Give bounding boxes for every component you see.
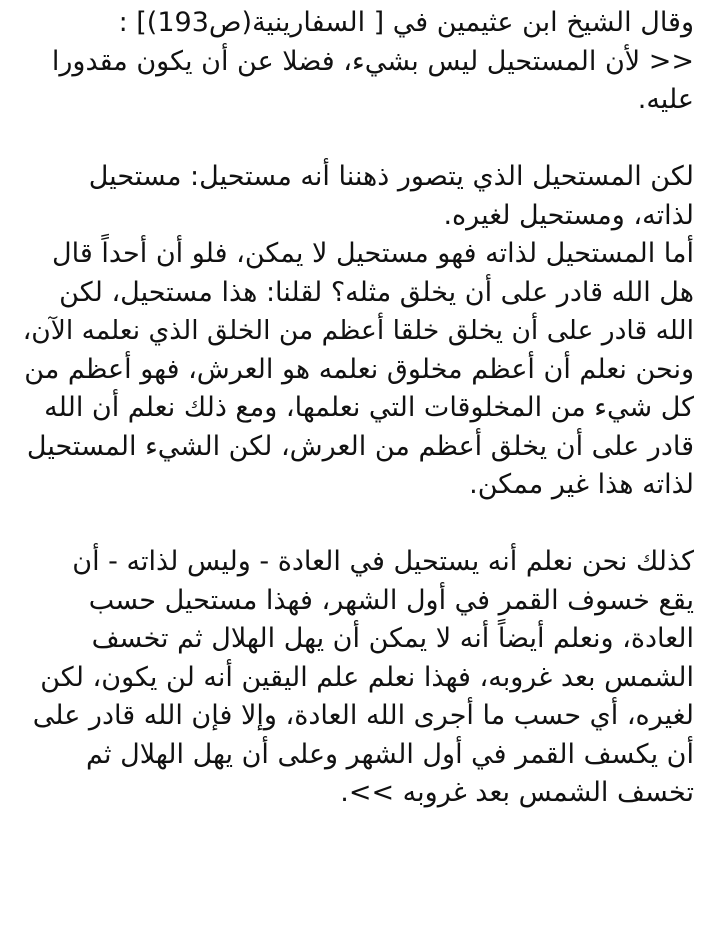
text-line: << لأن المستحيل ليس بشيء، فضلا عن أن يكون مقدورا — [51, 45, 694, 77]
text-line: أن يكسف القمر في أول الشهر وعلى أن يهل الهلال ثم — [86, 738, 694, 770]
text-line: كذلك نحن نعلم أنه يستحيل في العادة - وليس لذاته - أن — [72, 546, 694, 577]
text-line: لذاته هذا غير ممكن. — [469, 469, 694, 500]
text-line: لكن المستحيل الذي يتصور ذهننا أنه مستحيل: مستحيل — [88, 161, 694, 192]
paragraph-gap — [20, 120, 694, 159]
text-line: وقال الشيخ ابن عثيمين في [ السفارينية(ص193)] : — [118, 7, 694, 38]
text-line: عليه. — [637, 84, 694, 115]
text-line: لذاته، ومستحيل لغيره. — [443, 199, 694, 231]
text-line: تخسف الشمس بعد غروبه >>. — [340, 777, 694, 808]
text-line: أما المستحيل لذاته فهو مستحيل لا يمكن، فلو أن أحداً قال — [52, 238, 694, 269]
text-line: الله قادر على أن يخلق خلقا أعظم من الخلق الذي نعلمه الآن، — [22, 315, 694, 346]
text-line: قادر على أن يخلق أعظم من العرش، لكن الشيء المستحيل — [26, 430, 694, 462]
text-line: لغيره، أي حسب ما أجرى الله العادة، وإلا فإن الله قادر على — [32, 700, 694, 731]
text-line: يقع خسوف القمر في أول الشهر، فهذا مستحيل حسب — [88, 584, 694, 616]
paragraph-impossible-by-itself — [20, 158, 694, 505]
text-line: كل شيء من المخلوقات التي نعلمها، ومع ذلك نعلم أن الله — [44, 392, 694, 423]
paragraph-impossible-by-custom — [20, 543, 694, 813]
text-line: الشمس بعد غروبه، فهذا نعلم علم اليقين أنه لن يكون، لكن — [40, 661, 694, 693]
text-line: العادة، ونعلم أيضاً أنه لا يمكن أن يهل الهلال ثم تخسف — [91, 623, 694, 654]
text-line: هل الله قادر على أن يخلق مثله؟ لقلنا: هذا مستحيل، لكن — [59, 276, 694, 308]
text-line: ونحن نعلم أن أعظم مخلوق نعلمه هو العرش، فهو أعظم من — [24, 353, 694, 385]
paragraph-gap — [20, 505, 694, 544]
paragraph-quote-intro — [20, 4, 694, 120]
